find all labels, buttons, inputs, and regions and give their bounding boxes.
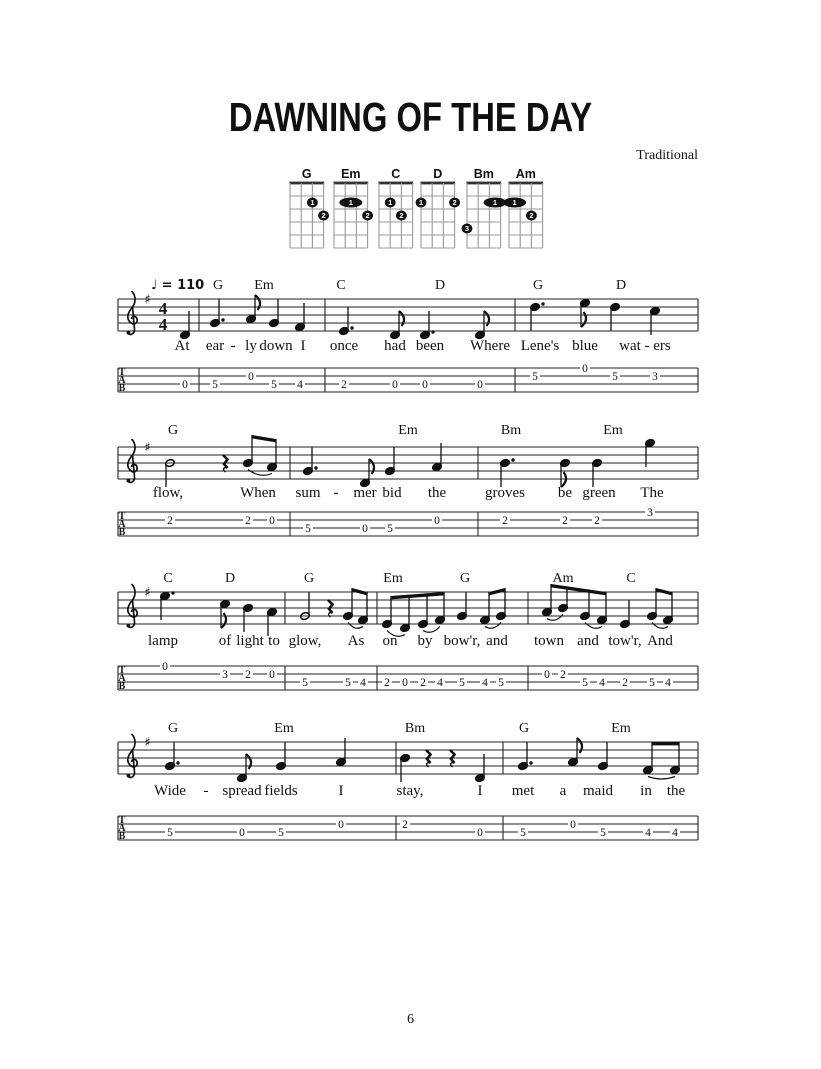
lyrics-line [153, 485, 664, 501]
tab-number: 4 [665, 677, 671, 689]
beam [489, 588, 505, 595]
slur [485, 623, 501, 629]
chord-diagram-Bm [462, 167, 507, 248]
chord-symbol: Em [274, 721, 294, 736]
nut [466, 182, 501, 185]
lyric-syllable: groves [485, 485, 525, 501]
chord-diagram-Am [503, 167, 543, 248]
quarter-rest [426, 750, 431, 767]
lyric-syllable: and [486, 633, 508, 649]
chord-symbols [163, 571, 635, 586]
beam [352, 588, 367, 595]
lyric-syllable: Wide [154, 783, 186, 799]
tab-number: 5 [271, 379, 277, 391]
note [560, 459, 570, 487]
lyrics-line [175, 338, 671, 354]
notation-staff [118, 435, 698, 487]
tab-number: 3 [652, 371, 658, 383]
treble-clef-icon [128, 439, 137, 482]
tab-number: 0 [248, 371, 254, 383]
tab-number: 2 [384, 677, 390, 689]
tab-clef-label: T [118, 367, 126, 378]
tab-clef-label: B [118, 681, 126, 692]
note [269, 299, 279, 327]
tab-clef-label: A [118, 375, 126, 386]
tab-number: 5 [532, 371, 538, 383]
note [457, 592, 467, 620]
lyric-syllable: by [417, 633, 433, 649]
tab-clef-label: A [118, 823, 126, 834]
flag [369, 459, 374, 474]
lyric-syllable: - [230, 338, 236, 354]
tab-number: 2 [560, 669, 566, 681]
lyric-syllable: ers [653, 338, 671, 354]
note [243, 604, 253, 632]
lyric-syllable: be [557, 485, 573, 501]
beam [252, 435, 276, 442]
tab-number: 0 [392, 379, 398, 391]
chord-symbol: Em [383, 571, 403, 586]
tab-number: 0 [162, 661, 168, 673]
credit-traditional: Traditional [636, 148, 698, 163]
tab-clef-label: B [118, 383, 126, 394]
finger-number: 2 [321, 211, 326, 221]
chord-symbols [168, 423, 623, 438]
slur [248, 470, 272, 476]
tab-clef-label: T [118, 511, 126, 522]
tab-number: 3 [222, 669, 228, 681]
chord-symbol: Bm [404, 721, 426, 736]
flag [255, 295, 260, 310]
finger-number: 3 [464, 224, 470, 234]
tab-number: 5 [387, 523, 393, 535]
quarter-rest [450, 750, 455, 767]
tab-number: 5 [498, 677, 504, 689]
lyric-syllable: ly [245, 338, 257, 354]
lyric-syllable: - [203, 783, 209, 799]
tab-staff [118, 815, 698, 842]
nut [378, 182, 413, 185]
note [592, 459, 602, 487]
lyric-syllable: the [427, 485, 447, 501]
lyric-syllable: mer [353, 485, 377, 501]
tab-number: 4 [360, 677, 366, 689]
lyric-syllable: wat [619, 338, 641, 354]
beam [656, 588, 672, 595]
beam [391, 592, 444, 599]
lyric-syllable: in [640, 783, 652, 799]
augmentation-dot [176, 761, 179, 764]
finger-number: 2 [365, 211, 370, 221]
lyric-syllable: As [347, 633, 365, 649]
chord-symbol: Em [611, 721, 631, 736]
tab-number: 5 [459, 677, 465, 689]
tab-clef-label: A [118, 673, 126, 684]
chord-symbol: C [626, 571, 636, 586]
beam [652, 742, 679, 745]
tab-number: 2 [420, 677, 426, 689]
chord-diagram-label: Am [515, 167, 536, 181]
tab-number: 4 [437, 677, 443, 689]
tab-number: 5 [212, 379, 218, 391]
chord-symbol: C [163, 571, 173, 586]
lyric-syllable: a [559, 783, 567, 799]
flag [221, 613, 226, 628]
chord-diagram-label: G [301, 167, 312, 181]
tab-clef-label: A [118, 519, 126, 530]
lyric-syllable: Where [470, 338, 510, 354]
lyric-syllable: the [666, 783, 686, 799]
tab-number: 4 [599, 677, 605, 689]
finger-number: 1 [388, 198, 393, 208]
music-system-1 [118, 278, 698, 394]
augmentation-dot [350, 326, 353, 329]
lyric-syllable: light [236, 633, 264, 649]
chord-diagram-D [416, 167, 460, 248]
tab-number: 4 [297, 379, 303, 391]
chord-symbol: Bm [500, 423, 522, 438]
finger-number: 2 [529, 211, 534, 221]
tab-staff [118, 661, 698, 692]
lyric-syllable: blue [572, 338, 598, 354]
treble-clef-icon [128, 584, 137, 627]
lyric-syllable: and [577, 633, 599, 649]
key-signature-sharp-icon: ♯ [144, 292, 151, 308]
lyric-syllable: - [333, 485, 339, 501]
notation-staff [118, 278, 698, 339]
chord-symbol: Em [603, 423, 623, 438]
nut [333, 182, 368, 185]
tab-number: 0 [402, 677, 408, 689]
lyric-syllable: met [511, 783, 535, 799]
tab-number: 4 [645, 827, 651, 839]
nut [289, 182, 324, 185]
tab-number: 2 [341, 379, 347, 391]
chord-symbol: Em [398, 423, 418, 438]
lyric-syllable: And [647, 633, 673, 649]
key-signature-sharp-icon: ♯ [144, 440, 151, 456]
chord-diagram-Em [333, 167, 373, 248]
tab-number: 0 [362, 523, 368, 535]
tab-number: 2 [594, 515, 600, 527]
augmentation-dot [221, 318, 224, 321]
slur [547, 615, 563, 621]
tab-number: 5 [612, 371, 618, 383]
lyric-syllable: green [582, 485, 616, 501]
tab-number: 4 [482, 677, 488, 689]
slur [423, 627, 440, 633]
tab-clef-label: T [118, 665, 126, 676]
page-number: 6 [407, 1012, 414, 1027]
flag [577, 738, 582, 753]
song-title: DAWNING OF THE DAY [228, 94, 593, 140]
lyric-syllable: The [640, 485, 664, 501]
tab-number: 0 [269, 515, 275, 527]
tab-staff [118, 507, 698, 538]
quarter-rest [328, 600, 333, 617]
tab-number: 0 [269, 669, 275, 681]
chord-diagram-label: C [391, 167, 401, 181]
tab-number: 5 [305, 523, 311, 535]
lyric-syllable: fields [264, 783, 298, 799]
note [267, 608, 277, 636]
lyric-syllable: When [240, 485, 276, 501]
chord-symbol: G [212, 278, 224, 293]
lyric-syllable: of [218, 633, 232, 649]
tab-number: 0 [434, 515, 440, 527]
lyric-syllable: Lene's [520, 338, 560, 354]
lyric-syllable: ear [205, 338, 225, 354]
augmentation-dot [431, 330, 434, 333]
tempo-marking: ♩ = 110 [151, 278, 205, 293]
lyric-syllable: to [268, 633, 280, 649]
lyric-syllable: At [174, 338, 190, 354]
lyric-syllable: sum [295, 485, 321, 501]
chord-diagram-C [378, 167, 413, 248]
tab-number: 4 [672, 827, 678, 839]
notation-staff [118, 734, 698, 782]
nut [420, 182, 455, 185]
tab-clef-label: B [118, 527, 126, 538]
lyric-syllable: had [384, 338, 406, 354]
chord-symbol: Em [254, 278, 274, 293]
lyric-syllable: I [477, 783, 483, 799]
augmentation-dot [511, 458, 514, 461]
lyric-syllable: been [415, 338, 445, 354]
finger-number: 1 [310, 198, 315, 208]
finger-number: 1 [348, 198, 353, 208]
tab-number: 0 [338, 819, 344, 831]
lyric-syllable: - [644, 338, 650, 354]
tab-number: 2 [502, 515, 508, 527]
chord-diagram-G [289, 167, 329, 248]
lyric-syllable: bid [382, 485, 402, 501]
tab-number: 0 [477, 827, 483, 839]
tab-number: 2 [622, 677, 628, 689]
tab-number: 0 [582, 363, 588, 375]
note [598, 742, 608, 770]
tab-number: 0 [570, 819, 576, 831]
lyric-syllable: stay, [396, 783, 424, 799]
lyric-syllable: tow'r, [608, 633, 642, 649]
nut [508, 182, 543, 185]
chord-symbol: G [532, 278, 544, 293]
tab-number: 2 [245, 515, 251, 527]
lyrics-line [154, 783, 685, 799]
flag [399, 311, 404, 326]
tab-number: 2 [402, 819, 408, 831]
tab-number: 5 [649, 677, 655, 689]
tab-number: 5 [302, 677, 308, 689]
lyric-syllable: glow, [288, 633, 322, 649]
lyric-syllable: on [382, 633, 398, 649]
chord-diagram-label: Em [341, 167, 361, 181]
lyric-syllable: down [259, 338, 293, 354]
finger-number: 1 [512, 198, 517, 208]
finger-number: 1 [418, 198, 424, 208]
chord-diagram-label: Bm [473, 167, 494, 181]
time-signature-top: 4 [158, 299, 168, 318]
flag [246, 754, 251, 769]
chord-symbol: G [167, 721, 179, 736]
augmentation-dot [314, 466, 317, 469]
lyric-syllable: town [534, 633, 564, 649]
music-system-3 [118, 571, 698, 692]
tab-number: 5 [582, 677, 588, 689]
chord-diagram-label: D [433, 167, 443, 181]
chord-symbol: G [303, 571, 315, 586]
tab-number: 2 [245, 669, 251, 681]
note [400, 754, 410, 782]
tab-number: 0 [544, 669, 550, 681]
key-signature-sharp-icon: ♯ [144, 585, 151, 601]
tab-number: 2 [562, 515, 568, 527]
finger-number: 1 [492, 198, 498, 208]
tab-number: 5 [345, 677, 351, 689]
tab-clef-label: T [118, 815, 126, 826]
time-signature-bottom: 4 [158, 315, 168, 334]
lyric-syllable: flow, [152, 485, 184, 501]
chord-symbol: D [224, 571, 236, 586]
lyrics-line [148, 633, 673, 649]
tab-number: 0 [422, 379, 428, 391]
lyric-syllable: I [338, 783, 344, 799]
chord-symbol: G [459, 571, 471, 586]
music-system-4 [118, 721, 698, 842]
tab-number: 0 [182, 379, 188, 391]
lyric-syllable: spread [222, 783, 262, 799]
augmentation-dot [529, 761, 532, 764]
tab-number: 5 [278, 827, 284, 839]
note [276, 742, 286, 770]
tab-number: 3 [647, 507, 653, 519]
lyric-syllable: I [300, 338, 306, 354]
augmentation-dot [541, 302, 544, 305]
chord-symbol: G [518, 721, 530, 736]
chord-symbol: G [167, 423, 179, 438]
notation-staff [118, 584, 698, 636]
key-signature-sharp-icon: ♯ [144, 735, 151, 751]
chord-symbol: Am [552, 571, 574, 586]
tab-number: 0 [477, 379, 483, 391]
tab-number: 2 [167, 515, 173, 527]
tab-clef-label: B [118, 831, 126, 842]
chord-symbols [168, 721, 631, 736]
tab-number: 5 [600, 827, 606, 839]
chord-symbol: D [615, 278, 627, 293]
note [610, 303, 620, 331]
treble-clef-icon [128, 734, 137, 777]
music-system-2 [118, 423, 698, 538]
treble-clef-icon [128, 291, 137, 334]
note [385, 447, 395, 475]
tab-number: 5 [167, 827, 173, 839]
note [620, 600, 630, 628]
augmentation-dot [171, 591, 174, 594]
lyric-syllable: once [329, 338, 359, 354]
chord-symbol: D [434, 278, 446, 293]
tab-number: 0 [239, 827, 245, 839]
quarter-rest [223, 455, 228, 472]
tab-number: 5 [520, 827, 526, 839]
flag [484, 311, 489, 326]
lyric-syllable: maid [583, 783, 613, 799]
tab-staff [118, 363, 698, 394]
slur [648, 777, 675, 780]
flag [581, 312, 586, 327]
finger-number: 2 [399, 211, 404, 221]
lyric-syllable: bow'r, [443, 633, 481, 649]
chord-symbols [213, 278, 626, 293]
finger-number: 2 [452, 198, 457, 208]
lyric-syllable: lamp [148, 633, 178, 649]
chord-symbol: C [336, 278, 346, 293]
